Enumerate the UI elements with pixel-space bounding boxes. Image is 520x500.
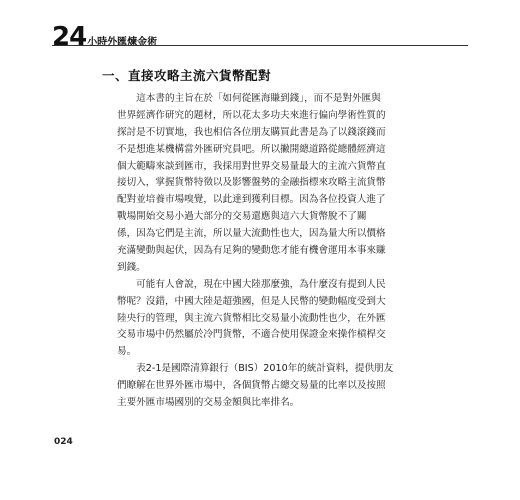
header-series-number: 24 (52, 22, 87, 52)
body-line: 探討是不切實地，我也相信各位朋友購買此書是為了以錢滾錢而 (117, 126, 386, 138)
body-line: 這本書的主旨在於「如何從匯海賺到錢」，而不是對外匯與 (117, 93, 381, 104)
body-line: 陸央行的管理，與主流六貨幣相比交易量小流動性也少，在外匯 (117, 312, 386, 324)
header-book-title: 小時外匯煉金術 (87, 37, 158, 48)
body-line: 交易市場中仍然屬於冷門貨幣，不適合使用保證金來操作槓桿交 (117, 329, 386, 341)
body-line: 幣呢？沒錯，中國大陸是超強國，但是人民幣的變動幅度受到大 (117, 295, 386, 307)
body-line: 戰場開始交易小過大部分的交易還應與這六大貨幣脫不了關 (117, 211, 367, 223)
body-line: 到錢。 (117, 261, 146, 273)
body-line: 接切入，掌握貨幣特徵以及影響盤勢的金融指標來攻略主流貨幣 (117, 177, 386, 189)
body-line: 配對並培養市場嗅覺，以此達到獲利目標。因為各位投資人進了 (117, 194, 386, 206)
body-line: 充滿變動與起伏，因為有足夠的變動您才能有機會運用本事來賺 (117, 245, 386, 257)
body-line: 個大範疇來談到匯市，我採用對世界交易量最大的主流六貨幣直 (117, 160, 386, 172)
body-line: 表2-1是國際清算銀行（BIS）2010年的統計資料，提供朋友 (117, 363, 394, 375)
body-line: 可能有人會說，現在中國大陸那麼強，為什麼沒有提到人民 (117, 278, 386, 290)
section-title: 一、直接攻略主流六貨幣配對 (102, 68, 272, 83)
body-line: 不是想進某機構當外匯研究員吧。所以撇開總道路從總體經濟這 (117, 143, 386, 155)
body-line: 主要外匯市場國別的交易金額與比率排名。 (117, 397, 300, 409)
body-line: 世界經濟作研究的題材，所以花太多功夫來進行偏向學術性質的 (117, 109, 386, 121)
header-rule (52, 45, 468, 46)
body-line: 們瞭解在世界外匯市場中，各個貨幣占總交易量的比率以及按照 (117, 380, 386, 392)
body-text (117, 91, 402, 412)
page-number: 024 (54, 437, 73, 447)
body-line: 係，因為它們是主流，所以量大流動性也大，因為量大所以價格 (117, 228, 386, 240)
body-line: 易。 (117, 346, 137, 358)
